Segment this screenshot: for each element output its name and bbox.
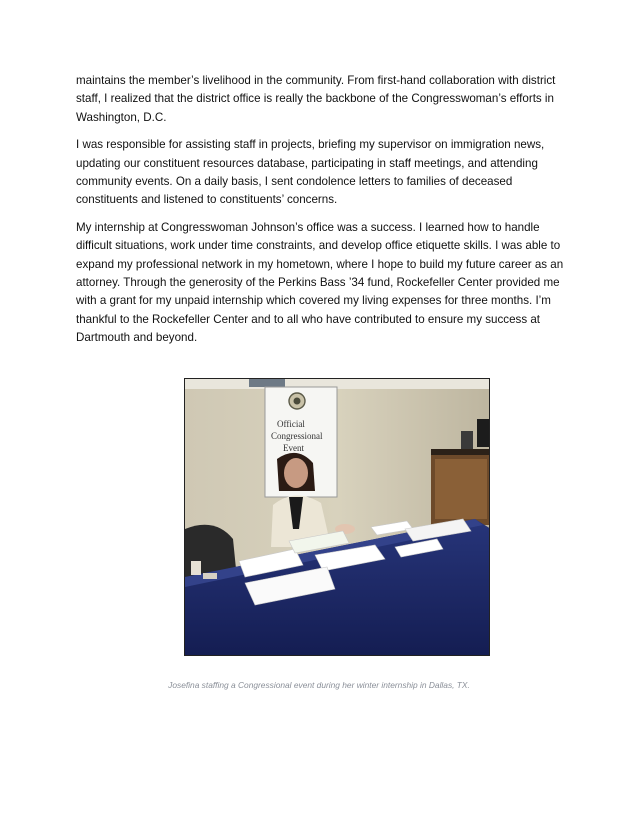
sign-line-3: Event	[283, 443, 304, 453]
photo-illustration	[185, 379, 490, 656]
paragraph-3: My internship at Congresswoman Johnson’s office was a success. I learned how to handle difficult situations, work under time constraints, and develop office etiquette skills. I was able to expand my professional network in my hometown, where I hope to build my future career as an attorney. Through the generosity of the Perkins Bass ’34 fund, Rockefeller Center provided me with a grant for my unpaid internship which covered my living expenses for three months. I’m thankful to the Rockefeller Center and to all who have contributed to ensure my success at Dartmouth and beyond.	[76, 220, 564, 345]
sign-line-2: Congressional	[271, 431, 323, 441]
event-photo	[184, 378, 490, 656]
paragraph-2: I was responsible for assisting staff in projects, briefing my supervisor on immigration news, updating our constituent resources database, participating in staff meetings, and attending community events. On a daily basis, I sent condolence letters to families of deceased constituents and listened to constituents’ concerns.	[76, 138, 545, 207]
paragraph-1: maintains the member’s livelihood in the community. From first-hand collaboration with district staff, I realized that the district office is really the backbone of the Congresswoman’s efforts in Washington, D.C.	[76, 74, 556, 124]
body-text	[76, 72, 568, 357]
sign-line-1: Official	[277, 419, 305, 429]
photo-caption: Josefina staffing a Congressional event during her winter internship in Dallas, TX.	[168, 680, 470, 690]
